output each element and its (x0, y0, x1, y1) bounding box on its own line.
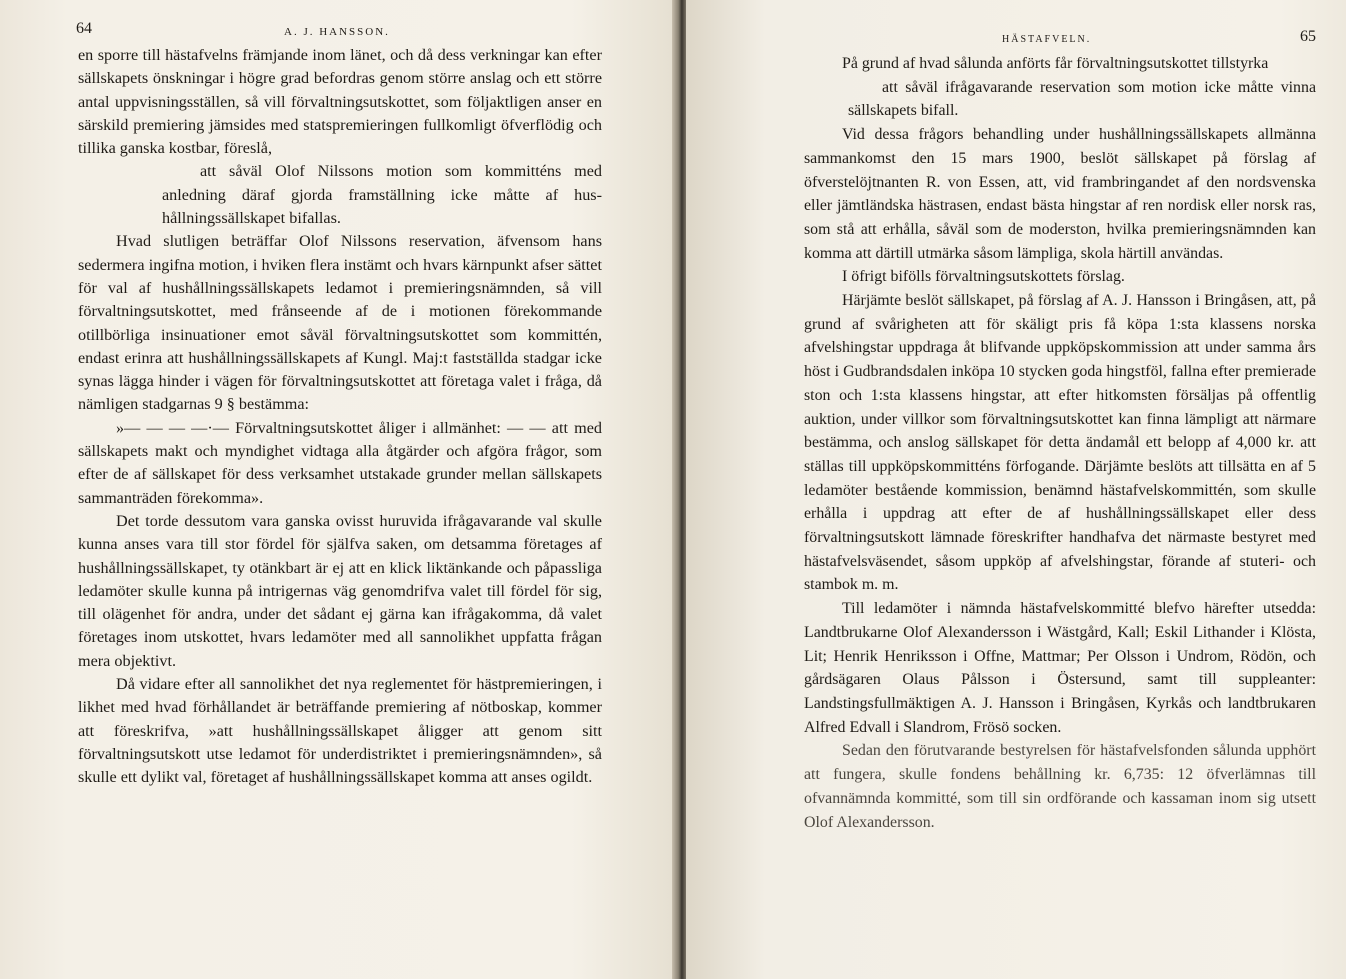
paragraph: en sporre till hästafvelns främjande inom länet, och då dess verkningar kan efter sällskapets önskningar i högre grad befordras genom större anslag och ett större antal uppvisningsställen, så vill förvaltningsutskottet, som följaktligen anser en särskild premiering jämsides med statspremieringen fullkomligt öfverflödig och tillika ganska kostbar, föreslå, (78, 46, 602, 158)
book-gutter (672, 0, 686, 979)
right-running-title: HÄSTAFVELN. (1002, 34, 1092, 45)
left-page-number: 64 (76, 20, 92, 37)
motion-paragraph: att såväl Olof Nilssons motion som kommitténs med anledning däraf gjorda framställning icke måtte af hushållningssällskapet bifallas. (162, 162, 602, 228)
paragraph: Sedan den förutvarande bestyrelsen för hästafvelsfonden sålunda upphört att fungera, skulle fondens behållning kr. 6,735: 12 öfverlämnas till ofvannämnda kommitté, som till sin ordförande och kassaman inom sig utsett Olof Alexandersson. (804, 742, 1316, 831)
right-page-body (804, 52, 1316, 834)
paragraph: Vid dessa frågors behandling under hushållningssällskapets allmänna sammankomst den 15 mars 1900, beslöt sällskapet på förslag af öfverstelöjtnanten R. von Essen, att, vid frambringandet af den nordsvenska eller jämtländska hästrasen, endast bästa hingstar af ren nordisk eller norsk ras, som stå att erhålla, såväl som de moderston, hvilka premieringsnämnden kan komma att därtill utmärka såsom lämpliga, skola härtill användas. (804, 126, 1316, 262)
motion-paragraph: att såväl ifrågavarande reservation som motion icke måtte vinna sällskapets bifall. (848, 78, 1316, 120)
right-page (686, 0, 1346, 979)
left-running-head (78, 22, 602, 44)
paragraph: På grund af hvad sålunda anförts får förvaltningsutskottet tillstyrka (842, 55, 1269, 72)
right-running-head (804, 30, 1316, 52)
right-page-number: 65 (1300, 28, 1316, 45)
paragraph: Till ledamöter i nämnda hästafvelskommitté blefvo härefter utsedda: Landtbrukarne Olof Alexandersson i Wästgård, Kall; Eskil Lithander i Klösta, Lit; Henrik Henriksson i Offne, Mattmar; Per Olsson i Undrom, Rödön, och gårdsägaren Olaus Pålsson i Östersund, samt till suppleanter: Landstingsfullmäktigen A. J. Hansson i Bringåsen, Kyrkås och landtbrukaren Alfred Edvall i Slandrom, Frösö socken. (804, 600, 1316, 736)
paragraph: Då vidare efter all sannolikhet det nya reglementet för hästpremieringen, i likhet med hvad förhållandet är beträffande premiering af nötboskap, kommer att föreskrifva, »att hushållningssällskapet åligger att genom sitt förvaltningsutskott utse ledamot för underdistriktet i premieringsnämnden», så skulle ett dylikt val, företaget af hushållningssällskapet komma att anses ogildt. (78, 675, 602, 787)
left-page-body (78, 44, 602, 790)
paragraph: Härjämte beslöt sällskapet, på förslag af A. J. Hansson i Bringåsen, att, på grund af svårigheten att för skäligt pris få köpa 1:sta klassens norska afvelshingstar uppdraga åt blifvande uppköpskommission att under samma års höst i Gudbrandsdalen inköpa 10 stycken goda hingstföl, fallna efter premierade ston och 1:sta klassens hingstar, att efter hitkomsten försäljas på offentlig auktion, under villkor som förvaltningsutskottet kan finna lämpligt att närmare bestämma, och anslog sällskapet för detta ändamål ett belopp af 4,000 kr. att ställas till uppköpskommitténs förfogande. Därjämte beslöts att tillsätta en af 5 ledamöter bestående kommission, benämnd hästafvelskommittén, som skulle erhålla i uppdrag att efter de af hushållningssällskapet eller dess förvaltningsutskott lämnade föreskrifter handhafva det närmaste bestyret med hästafvelsväsendet, såsom uppköp af afvelshingstar, förande af stuteri- och stambok m. m. (804, 292, 1316, 594)
left-running-title: A. J. HANSSON. (284, 26, 390, 38)
quoted-paragraph: »— — — —·— Förvaltningsutskottet åliger i allmänhet: — — att med sällskapets makt och myndighet vidtaga alla åtgärder och afgöra frågor, som efter de af sällskapet för dess verksamhet utstakade grunder mellan sällskapets sammanträden förekomma». (78, 418, 602, 507)
left-page (0, 0, 672, 979)
paragraph: I öfrigt bifölls förvaltningsutskottets förslag. (842, 268, 1125, 286)
paragraph: Det torde dessutom vara ganska ovisst huruvida ifrågavarande val skulle kunna anses vara till stor fördel för själfva saken, om detsamma företages af hushållningssällskapet, ty otänkbart är ej att en klick liktänkande och påpassliga ledamöter skulle kunna på intrigernas väg genomdrifva valet till fördel för sig, till olägenhet för andra, under det sådant ej gärna kan ifrågakomma, då valet företages inom utskottet, hvars ledamöter med all sannolikhet uppfatta frågan mera objektivt. (78, 511, 602, 670)
paragraph: Hvad slutligen beträffar Olof Nilssons reservation, äfvensom hans sedermera ingifna motion, i hviken flera instämt och hvars kärnpunkt afser sättet för val af hushållningssällskapets ledamot i premieringsnämnden, så vill förvaltningsutskottet, med frånseende af de i motionen förekommande otillbörliga insinuationer emot såväl förvaltningsutskottet som kommittén, endast erinra att hushållningssällskapets af Kungl. Maj:t fastställda stadgar icke synas lägga hinder i vägen för förvaltningsutskottet att företaga valet i fråga, då nämligen stadgarnas 9 § bestämma: (78, 232, 602, 414)
